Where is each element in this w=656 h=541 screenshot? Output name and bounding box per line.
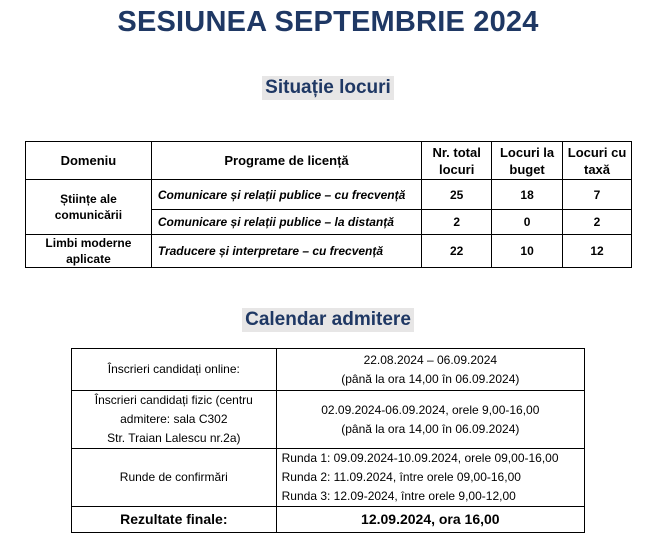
calendar-heading-wrap: [0, 308, 656, 332]
places-heading-wrap: [0, 76, 656, 100]
calendar-table: [71, 348, 585, 533]
domain-cell: Științe ale comunicării: [26, 180, 152, 235]
fee-cell: 12: [563, 235, 632, 268]
total-cell: 25: [422, 180, 492, 210]
places-heading: Situație locuri: [262, 76, 394, 100]
table-row: [26, 235, 632, 268]
budget-cell: 18: [492, 180, 563, 210]
header-total: Nr. total locuri: [422, 142, 492, 180]
calendar-row-physical: [72, 391, 585, 449]
header-fee: Locuri cu taxă: [563, 142, 632, 180]
physical-label-line: Înscrieri candidați fizic (centru: [94, 393, 253, 407]
calendar-row-final: [72, 507, 585, 533]
physical-label: [72, 391, 277, 449]
round-2: Runda 2: 11.09.2024, între orele 09,00-16,00: [281, 470, 521, 484]
online-value: [276, 349, 584, 391]
calendar-heading: Calendar admitere: [242, 308, 414, 332]
physical-label-line: admitere: sala C302: [120, 412, 228, 426]
budget-cell: 10: [492, 235, 563, 268]
total-cell: 22: [422, 235, 492, 268]
header-programs: Programe de licență: [151, 142, 421, 180]
online-deadline: (până la ora 14,00 în 06.09.2024): [341, 371, 520, 386]
domain-cell: Limbi moderne aplicate: [26, 235, 152, 268]
online-dates: 22.08.2024 – 06.09.2024: [363, 352, 498, 367]
fee-cell: 7: [563, 180, 632, 210]
round-3: Runda 3: 12.09-2024, între orele 9,00-12,00: [281, 489, 516, 503]
page-title: SESIUNEA SEPTEMBRIE 2024: [117, 6, 539, 38]
final-label: Rezultate finale:: [72, 507, 277, 533]
table-row: [26, 180, 632, 210]
physical-label-line: Str. Traian Lalescu nr.2a): [107, 431, 241, 445]
header-budget: Locuri la buget: [492, 142, 563, 180]
confirm-value: [276, 449, 584, 507]
budget-cell: 0: [492, 210, 563, 235]
program-cell: Traducere și interpretare – cu frecvență: [151, 235, 421, 268]
calendar-row-confirm: [72, 449, 585, 507]
physical-deadline: (până la ora 14,00 în 06.09.2024): [341, 421, 520, 436]
places-header-row: [26, 142, 632, 180]
fee-cell: 2: [563, 210, 632, 235]
places-table: [25, 141, 632, 268]
program-cell: Comunicare și relații publice – la distanță: [151, 210, 421, 235]
program-cell: Comunicare și relații publice – cu frecvență: [151, 180, 421, 210]
header-domain: Domeniu: [26, 142, 152, 180]
online-label: Înscrieri candidați online:: [72, 349, 277, 391]
round-1: Runda 1: 09.09.2024-10.09.2024, orele 09,00-16,00: [281, 451, 559, 465]
confirm-label: Runde de confirmări: [72, 449, 277, 507]
physical-dates: 02.09.2024-06.09.2024, orele 9,00-16,00: [321, 402, 540, 417]
total-cell: 2: [422, 210, 492, 235]
calendar-row-online: [72, 349, 585, 391]
final-value: 12.09.2024, ora 16,00: [276, 507, 584, 533]
physical-value: [276, 391, 584, 449]
